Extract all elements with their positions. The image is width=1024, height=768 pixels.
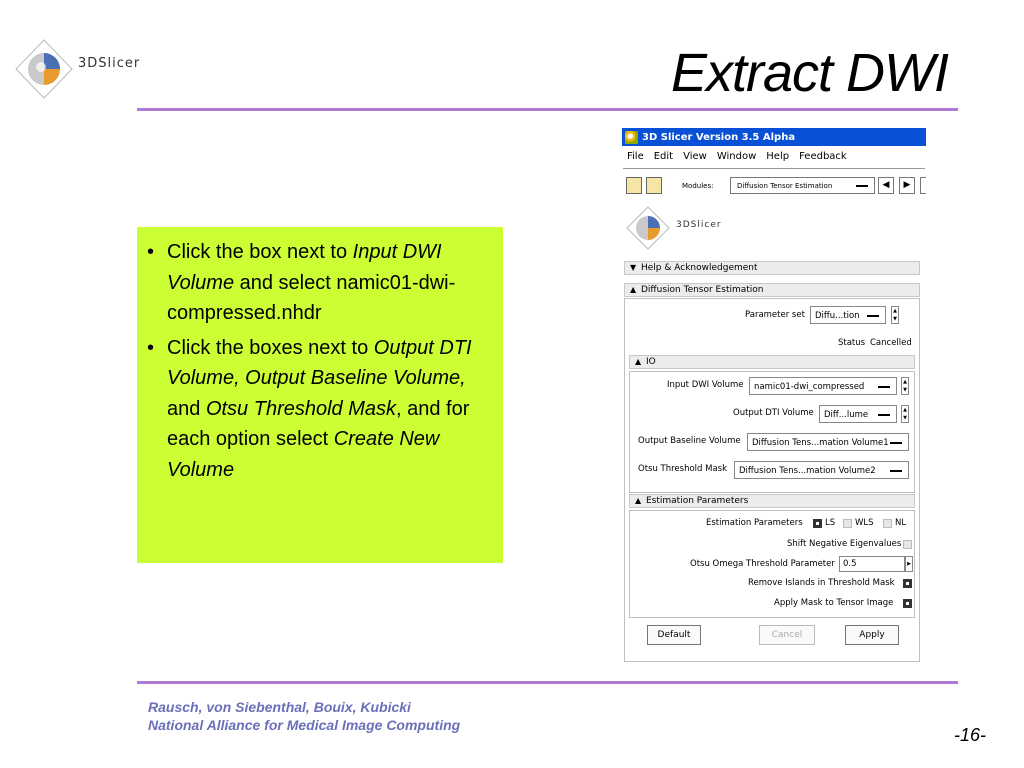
collapse-arrow-icon: ▼ (630, 263, 637, 272)
slicer-logo-icon (14, 38, 74, 100)
menu-divider (623, 168, 925, 169)
bottom-divider (137, 681, 958, 684)
logo-text: 3DSlicer (78, 56, 141, 71)
parameter-set-label: Parameter set (745, 310, 805, 320)
module-logo-text: 3DSlicer (676, 220, 722, 230)
menu-bar (622, 146, 926, 166)
expand-arrow-icon: ▲ (635, 357, 642, 366)
nl-label: NL (895, 518, 907, 528)
bullet-emphasis: Create New Volume (167, 428, 440, 481)
home-icon[interactable] (626, 177, 642, 194)
bullet-run: Click the box next to (167, 241, 353, 263)
module-section-label: Diffusion Tensor Estimation (641, 285, 764, 295)
bullet-run: Click the boxes next to (167, 336, 374, 359)
ls-label: LS (825, 518, 836, 528)
bullet-item (147, 333, 491, 486)
output-baseline-label: Output Baseline Volume (638, 436, 741, 446)
dropdown-icon (856, 185, 868, 187)
dropdown-icon (867, 315, 879, 317)
expand-arrow-icon: ▲ (630, 285, 637, 294)
back-arrow-icon[interactable]: ◀ (878, 177, 894, 194)
otsu-omega-input[interactable]: 0.5 (839, 556, 905, 572)
apply-button[interactable]: Apply (845, 625, 899, 645)
menu-help[interactable]: Help (766, 150, 790, 162)
page-number: -16- (953, 725, 986, 745)
otsu-mask-select[interactable] (734, 461, 909, 479)
slide-title: Extract DWI (670, 43, 948, 103)
module-panel (624, 298, 920, 662)
nl-checkbox[interactable] (883, 519, 892, 528)
io-section-header[interactable] (629, 355, 915, 369)
menu-edit[interactable]: Edit (653, 150, 674, 162)
ls-checkbox[interactable] (813, 519, 822, 528)
module-select-value: Diffusion Tensor Estimation (737, 182, 833, 190)
bullet-dot: • (147, 241, 155, 263)
dropdown-icon (890, 470, 902, 472)
bullet-run: , and for each option select (167, 397, 470, 450)
menu-window[interactable]: Window (716, 150, 757, 162)
module-select[interactable] (730, 177, 875, 194)
estimation-params-label: Estimation Parameters (706, 518, 803, 528)
bullet-emphasis: Otsu Threshold Mask (205, 397, 397, 420)
bullet-run: and select namic01-dwi-compressed.nhdr (167, 271, 456, 324)
output-dti-spinner[interactable]: ▲ ▼ (901, 405, 909, 423)
status-label: Status (838, 338, 866, 348)
bullet-emphasis: Output DTI Volume, Output Baseline Volume, (167, 336, 472, 389)
status-value: Cancelled (870, 338, 912, 348)
remove-islands-checkbox[interactable] (903, 579, 912, 588)
help-section-label: Help & Acknowledgement (641, 263, 758, 273)
dropdown-icon (890, 442, 902, 444)
parameter-set-select[interactable] (810, 306, 886, 324)
input-dwi-select[interactable] (749, 377, 897, 395)
bullet-dot: • (147, 336, 155, 359)
load-icon[interactable] (646, 177, 662, 194)
module-logo (626, 206, 736, 250)
footer-credits (148, 698, 460, 734)
bullet-item (147, 237, 491, 329)
module-section-header[interactable] (624, 283, 920, 297)
output-baseline-select[interactable] (747, 433, 909, 451)
app-icon (625, 131, 638, 144)
wls-label: WLS (855, 518, 874, 528)
bullet-text (167, 333, 491, 486)
output-dti-label: Output DTI Volume (733, 408, 814, 418)
otsu-omega-label: Otsu Omega Threshold Parameter (690, 559, 835, 569)
estimation-frame (629, 510, 915, 618)
instruction-box (137, 227, 503, 563)
top-divider (137, 108, 958, 111)
help-section-header[interactable] (624, 261, 920, 275)
menu-feedback[interactable]: Feedback (799, 150, 847, 162)
expand-arrow-icon: ▲ (635, 496, 642, 505)
remove-islands-label: Remove Islands in Threshold Mask (748, 578, 895, 588)
cancel-button[interactable]: Cancel (759, 625, 815, 645)
output-dti-value: Diff...lume (824, 410, 869, 420)
parameter-set-spinner[interactable]: ▲ ▼ (891, 306, 899, 324)
io-section-label: IO (646, 357, 656, 367)
slicer-logo (14, 38, 140, 100)
slicer-logo-icon (626, 206, 670, 250)
modules-label: Modules: (682, 182, 714, 190)
forward-arrow-icon[interactable]: ▶ (899, 177, 915, 194)
history-button[interactable] (920, 177, 926, 194)
default-button[interactable]: Default (647, 625, 701, 645)
apply-mask-checkbox[interactable] (903, 599, 912, 608)
shift-eigenvalues-checkbox[interactable] (903, 540, 912, 549)
apply-mask-label: Apply Mask to Tensor Image (774, 598, 894, 608)
footer-organization: National Alliance for Medical Image Computing (148, 717, 461, 733)
slicer-window (622, 128, 926, 683)
window-titlebar (622, 128, 926, 146)
shift-eigenvalues-label: Shift Negative Eigenvalues (787, 539, 902, 549)
input-dwi-value: namic01-dwi_compressed (754, 382, 865, 392)
bullet-emphasis: Input DWI Volume (167, 241, 442, 294)
dropdown-icon (878, 414, 890, 416)
bullet-run: and (167, 397, 206, 420)
io-frame (629, 371, 915, 493)
otsu-omega-arrow-icon[interactable]: ▶ (905, 556, 913, 572)
module-toolbar (622, 176, 926, 198)
output-baseline-value: Diffusion Tens...mation Volume1 (752, 438, 889, 448)
bullet-text (167, 237, 491, 329)
input-dwi-label: Input DWI Volume (667, 380, 744, 390)
input-dwi-spinner[interactable]: ▲ ▼ (901, 377, 909, 395)
output-dti-select[interactable] (819, 405, 897, 423)
wls-checkbox[interactable] (843, 519, 852, 528)
footer-authors: Rausch, von Siebenthal, Bouix, Kubicki (148, 699, 411, 715)
parameter-set-value: Diffu...tion (815, 311, 860, 321)
otsu-mask-value: Diffusion Tens...mation Volume2 (739, 466, 876, 476)
window-title: 3D Slicer Version 3.5 Alpha (642, 131, 796, 143)
otsu-mask-label: Otsu Threshold Mask (638, 464, 728, 474)
menu-file[interactable]: File (627, 150, 644, 162)
menu-view[interactable]: View (683, 150, 707, 162)
dropdown-icon (878, 386, 890, 388)
estimation-section-label: Estimation Parameters (646, 496, 749, 506)
estimation-section-header[interactable] (629, 494, 915, 508)
